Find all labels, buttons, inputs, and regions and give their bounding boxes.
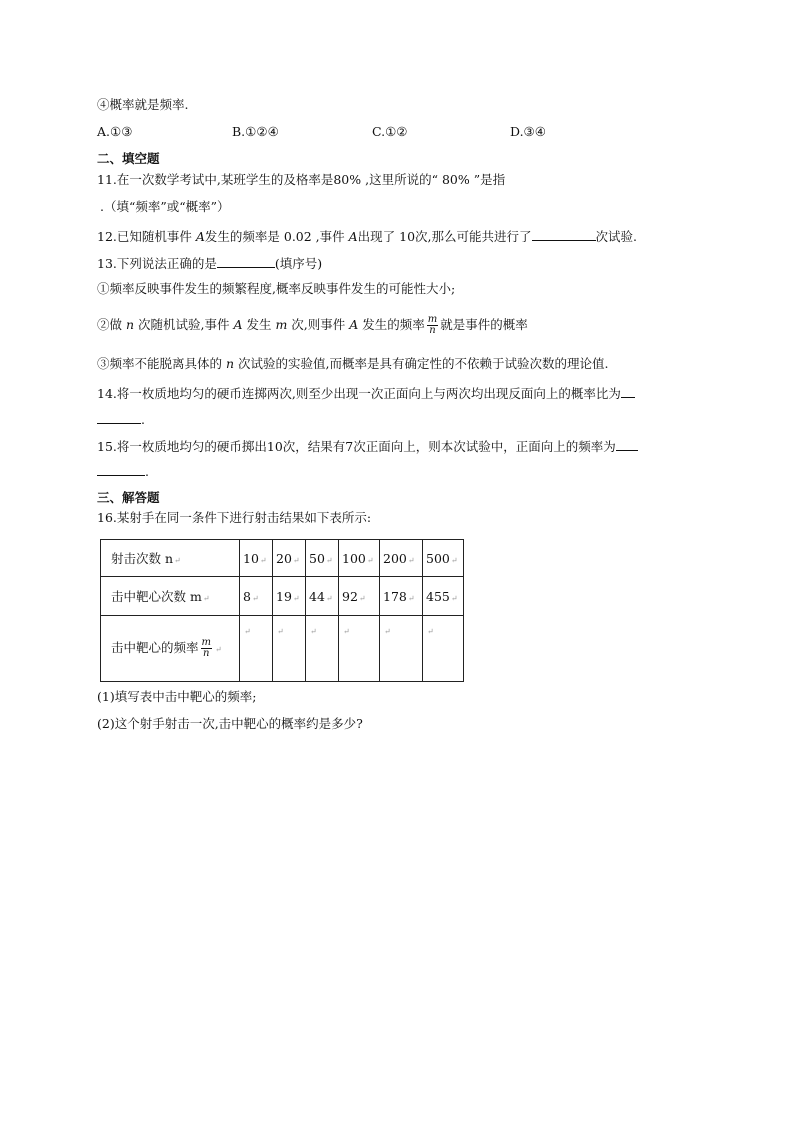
paragraph-mark: ↵ bbox=[244, 627, 251, 636]
paragraph-mark: ↵ bbox=[215, 645, 222, 654]
paragraph-mark: ↵ bbox=[407, 593, 415, 603]
sub-question-2: (2)这个射手射击一次,击中靶心的概率约是多少? bbox=[97, 716, 363, 731]
paragraph-mark: ↵ bbox=[251, 593, 259, 603]
paragraph-mark: ↵ bbox=[259, 555, 267, 565]
q12-text-3: 出现了 10次,那么可能共进行了 bbox=[357, 229, 532, 244]
q14-text: 14.将一枚质地均匀的硬币连掷两次,则至少出现一次正面向上与两次均出现反面向上的概率比为 bbox=[97, 386, 621, 401]
cell-value: 92 bbox=[342, 588, 358, 604]
fraction-numerator: m bbox=[427, 314, 438, 325]
table-cell bbox=[240, 577, 273, 616]
s2-var-a2: A bbox=[349, 317, 359, 332]
s2-text-e: 发生的频率 bbox=[358, 317, 425, 332]
paragraph-mark: ↵ bbox=[277, 627, 284, 636]
table-cell bbox=[306, 540, 339, 577]
q15-text: 15.将一枚质地均匀的硬币掷出10次，结果有7次正面向上，则本次试验中，正面向上的频率为 bbox=[97, 439, 616, 454]
paragraph-mark: ↵ bbox=[366, 555, 374, 565]
option-a: A.①③ bbox=[97, 124, 133, 139]
table-cell bbox=[423, 577, 464, 616]
q13-text-2: (填序号) bbox=[274, 256, 323, 271]
answer-blank[interactable] bbox=[97, 410, 141, 424]
row-label-shots bbox=[101, 540, 240, 577]
q12-var-a: A bbox=[195, 229, 205, 244]
q12-var-a2: A bbox=[348, 229, 358, 244]
paragraph-mark: ↵ bbox=[407, 555, 415, 565]
s2-text-b: 次随机试验,事件 bbox=[134, 317, 234, 332]
cell-value: 100 bbox=[342, 550, 366, 566]
cell-value: 20 bbox=[276, 550, 292, 566]
question-14 bbox=[97, 384, 635, 402]
q15-end: . bbox=[145, 464, 149, 479]
table-cell bbox=[380, 577, 423, 616]
s2-var-a: A bbox=[233, 317, 243, 332]
paragraph-mark: ↵ bbox=[450, 555, 458, 565]
table-cell bbox=[306, 577, 339, 616]
frequency-input-cell[interactable] bbox=[306, 616, 339, 682]
statement-4: ④概率就是频率. bbox=[97, 97, 189, 112]
cell-value: 8 bbox=[243, 588, 251, 604]
s3-var-n: n bbox=[225, 356, 235, 371]
option-b: B.①②④ bbox=[232, 124, 279, 139]
fraction-denominator: n bbox=[203, 648, 210, 659]
question-11-cont: .（填“频率”或“概率”） bbox=[100, 199, 230, 214]
q14-end: . bbox=[141, 412, 145, 427]
fraction-denominator: n bbox=[429, 325, 436, 336]
table-row bbox=[101, 540, 464, 577]
option-c: C.①② bbox=[372, 124, 408, 139]
table-cell bbox=[273, 540, 306, 577]
cell-value: 500 bbox=[426, 550, 450, 566]
table-cell bbox=[240, 540, 273, 577]
answer-blank[interactable] bbox=[97, 462, 145, 476]
paragraph-mark: ↵ bbox=[310, 627, 317, 636]
paragraph-mark: ↵ bbox=[202, 594, 210, 603]
answer-blank[interactable] bbox=[621, 384, 635, 398]
table-cell bbox=[339, 540, 380, 577]
s3-text-a: ③频率不能脱离具体的 bbox=[97, 356, 226, 371]
row-label-text: 射击次数 n bbox=[111, 551, 174, 566]
s2-var-n: n bbox=[125, 317, 135, 332]
answer-blank[interactable] bbox=[616, 437, 638, 451]
paragraph-mark: ↵ bbox=[292, 555, 300, 565]
shooting-results-table bbox=[100, 539, 464, 682]
paragraph-mark: ↵ bbox=[292, 593, 300, 603]
table-cell bbox=[380, 540, 423, 577]
table-row bbox=[101, 616, 464, 682]
q12-text-2: 发生的频率是 0.02 ,事件 bbox=[204, 229, 349, 244]
paragraph-mark: ↵ bbox=[450, 593, 458, 603]
question-15-cont bbox=[97, 462, 149, 480]
row-label-text: 击中靶心的频率 bbox=[111, 640, 199, 655]
cell-value: 44 bbox=[309, 588, 325, 604]
table-cell bbox=[339, 577, 380, 616]
cell-value: 50 bbox=[309, 550, 325, 566]
cell-value: 455 bbox=[426, 588, 450, 604]
paragraph-mark: ↵ bbox=[427, 627, 434, 636]
row-label-frequency bbox=[101, 616, 240, 682]
question-15 bbox=[97, 437, 638, 455]
answer-blank[interactable] bbox=[217, 254, 275, 268]
cell-value: 10 bbox=[243, 550, 259, 566]
table-cell bbox=[423, 540, 464, 577]
sub-question-1: (1)填写表中击中靶心的频率; bbox=[97, 689, 257, 704]
frequency-input-cell[interactable] bbox=[240, 616, 273, 682]
row-label-text: 击中靶心次数 m bbox=[111, 589, 202, 604]
paragraph-mark: ↵ bbox=[343, 627, 350, 636]
fraction-numerator: m bbox=[201, 637, 211, 648]
question-14-cont bbox=[97, 410, 145, 428]
cell-value: 19 bbox=[276, 588, 292, 604]
s2-var-m: m bbox=[275, 317, 288, 332]
q12-text-1: 12.已知随机事件 bbox=[97, 229, 196, 244]
paragraph-mark: ↵ bbox=[325, 593, 333, 603]
question-12 bbox=[97, 227, 637, 245]
section-heading-answer: 三、解答题 bbox=[97, 490, 160, 505]
cell-value: 178 bbox=[383, 588, 407, 604]
paragraph-mark: ↵ bbox=[358, 593, 366, 603]
question-13 bbox=[97, 254, 322, 272]
paragraph-mark: ↵ bbox=[384, 627, 391, 636]
s2-text-c: 发生 bbox=[242, 317, 276, 332]
s2-text-a: ②做 bbox=[97, 317, 126, 332]
frequency-input-cell[interactable] bbox=[339, 616, 380, 682]
statement-1: ①频率反映事件发生的频繁程度,概率反映事件发生的可能性大小; bbox=[97, 281, 456, 296]
frequency-input-cell[interactable] bbox=[273, 616, 306, 682]
table-cell bbox=[273, 577, 306, 616]
question-11: 11.在一次数学考试中,某班学生的及格率是80% ,这里所说的“ 80% ”是指 bbox=[97, 172, 506, 187]
s2-text-d: 次,则事件 bbox=[287, 317, 350, 332]
row-label-hits bbox=[101, 577, 240, 616]
answer-blank[interactable] bbox=[532, 227, 596, 241]
paragraph-mark: ↵ bbox=[174, 556, 181, 565]
section-heading-fill-in: 二、填空题 bbox=[97, 151, 160, 166]
frequency-input-cell[interactable] bbox=[380, 616, 423, 682]
q13-text-1: 13.下列说法正确的是 bbox=[97, 256, 217, 271]
option-d: D.③④ bbox=[510, 124, 546, 139]
fraction-m-over-n bbox=[427, 315, 438, 336]
frequency-input-cell[interactable] bbox=[423, 616, 464, 682]
cell-value: 200 bbox=[383, 550, 407, 566]
paragraph-mark: ↵ bbox=[325, 555, 333, 565]
fraction-m-over-n bbox=[201, 638, 212, 659]
table-row bbox=[101, 577, 464, 616]
s2-text-f: 就是事件的概率 bbox=[440, 317, 528, 332]
q12-text-4: 次试验. bbox=[595, 229, 637, 244]
question-16: 16.某射手在同一条件下进行射击结果如下表所示: bbox=[97, 510, 372, 525]
s3-text-b: 次试验的实验值,而概率是具有确定性的不依赖于试验次数的理论值. bbox=[234, 356, 609, 371]
statement-2 bbox=[97, 314, 528, 336]
statement-3 bbox=[97, 356, 608, 372]
